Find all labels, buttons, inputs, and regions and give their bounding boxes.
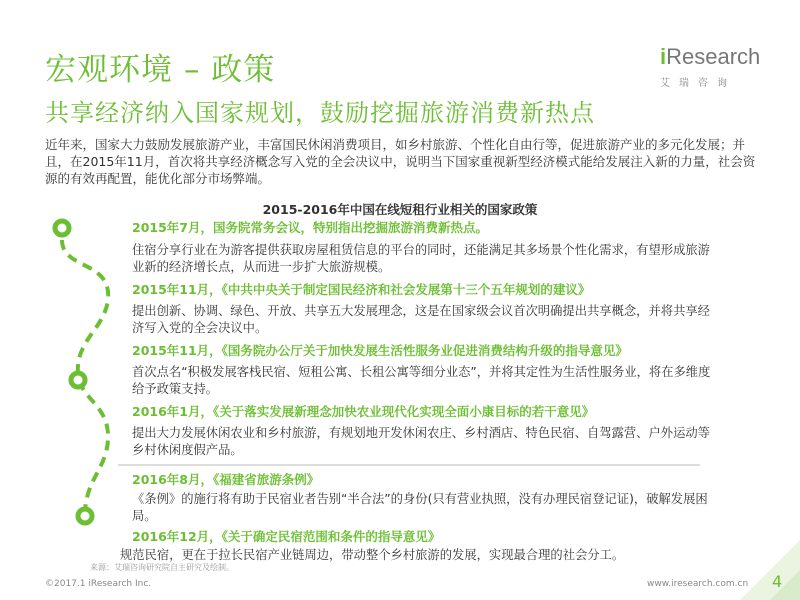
page-number: 4 bbox=[772, 572, 783, 591]
policy-1-body: 住宿分享行业在为游客提供获取房屋租赁信息的平台的同时，还能满足其多场景个性化需求，有望形成旅游业新的经济增长点，从而进一步扩大旅游规模。 bbox=[132, 243, 710, 274]
page-title: 宏观环境 – 政策 bbox=[45, 52, 276, 88]
page-subtitle: 共享经济纳入国家规划，鼓励挖掘旅游消费新热点 bbox=[45, 99, 595, 127]
policy-4-body: 提出大力发展休闲农业和乡村旅游，有规划地开发休闲农庄、乡村酒店、特色民宿、自驾露营、户外运动等乡村休闲度假产品。 bbox=[132, 426, 710, 457]
footer-url: www.iresearch.com.cn bbox=[647, 579, 749, 589]
policy-5-body: 《条例》的施行将有助于民宿业者告别“半合法”的身份(只有营业执照，没有办理民宿登记证)，破解发展困局。 bbox=[132, 492, 708, 523]
policy-6-heading: 2016年12月，《关于确定民宿范围和条件的指导意见》 bbox=[132, 529, 441, 544]
policy-1-heading: 2015年7月，国务院常务会议，特别指出挖掘旅游消费新热点。 bbox=[132, 220, 488, 235]
policy-2-heading: 2015年11月，《中共中央关于制定国民经济和社会发展第十三个五年规划的建议》 bbox=[132, 282, 591, 297]
copyright: ©2017.1 iResearch Inc. bbox=[45, 579, 152, 589]
policy-5-heading: 2016年8月，《福建省旅游条例》 bbox=[132, 472, 320, 487]
policy-3-body: 首次点名“积极发展客栈民宿、短租公寓、长租公寓等细分业态”，并将其定性为生活性服务业，将在多维度给予政策支持。 bbox=[132, 365, 711, 396]
policy-6-body: 规范民宿，更在于拉长民宿产业链周边，带动整个乡村旅游的发展，实现最合理的社会分工。 bbox=[120, 548, 625, 562]
table-title: 2015-2016年中国在线短租行业相关的国家政策 bbox=[262, 202, 538, 217]
source-note: 来源：艾瑞咨询研究院自主研究及绘制。 bbox=[90, 563, 234, 572]
policy-2-body: 提出创新、协调、绿色、开放、共享五大发展理念，这是在国家级会议首次明确提出共享概念，并将共享经济写入党的全会决议中。 bbox=[132, 304, 710, 335]
logo-wordmark: iResearch bbox=[660, 44, 761, 69]
policy-3-heading: 2015年11月，《国务院办公厅关于加快发展生活性服务业促进消费结构升级的指导意见》 bbox=[132, 343, 628, 358]
intro-paragraph: 近年来，国家大力鼓励发展旅游产业，丰富国民休闲消费项目，如乡村旅游、个性化自由行等，促进旅游产业的多元化发展；并且，在2015年11月，首次将共享经济概念写入党的全会决议中，说明当下国家重视新型经济模式能给发展注入新的力量，社会资源的有效再配置，能优化部分市场弊端。 bbox=[45, 137, 756, 186]
logo-chinese: 艾瑞咨询 bbox=[660, 78, 736, 89]
policy-4-heading: 2016年1月，《关于落实发展新理念加快农业现代化实现全面小康目标的若干意见》 bbox=[132, 404, 595, 419]
